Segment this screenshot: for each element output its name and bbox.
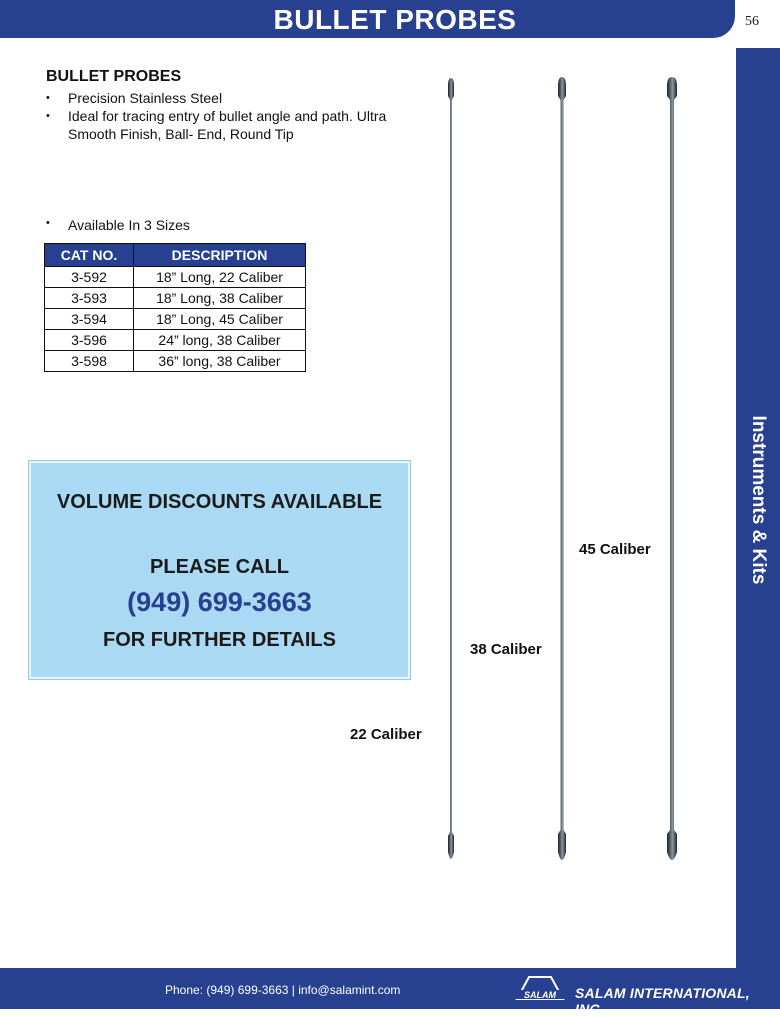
page-title: BULLET PROBES (273, 4, 517, 35)
salam-logo-icon (515, 975, 565, 1003)
promo-details-text: FOR FURTHER DETAILS (103, 629, 336, 651)
sizes-note: • Available In 3 Sizes (46, 217, 190, 233)
table-header-row (45, 244, 306, 267)
logo-text: SALAM (524, 990, 556, 1000)
column-header-description: DESCRIPTION (134, 244, 306, 267)
probe-22-caliber (448, 78, 454, 859)
feature-item: • Precision Stainless Steel (46, 89, 416, 107)
table-row (45, 330, 306, 351)
probe-45-caliber (667, 77, 677, 860)
footer-contact: Phone: (949) 699-3663 | info@salamint.com (165, 983, 401, 997)
bullet-probes-image (420, 70, 720, 870)
section-heading: BULLET PROBES (46, 68, 182, 85)
catalog-table (44, 243, 306, 372)
cat-no-cell: 3-593 (45, 288, 134, 309)
column-header-cat-no: CAT NO. (45, 244, 134, 267)
description-cell: 36” long, 38 Caliber (134, 351, 306, 372)
description-cell: 24” long, 38 Caliber (134, 330, 306, 351)
table-row (45, 309, 306, 330)
feature-list (46, 89, 416, 143)
caption-38-caliber: 38 Caliber (470, 641, 542, 658)
cat-no-cell: 3-594 (45, 309, 134, 330)
company-name: SALAM INTERNATIONAL, INC. (575, 985, 750, 1017)
description-cell: 18” Long, 38 Caliber (134, 288, 306, 309)
table-row (45, 351, 306, 372)
promo-headline: VOLUME DISCOUNTS AVAILABLE (56, 491, 383, 513)
cat-no-cell: 3-592 (45, 267, 134, 288)
table-row (45, 267, 306, 288)
page-number: 56 (745, 14, 759, 29)
caption-22-caliber: 22 Caliber (350, 726, 422, 743)
probe-38-caliber (558, 77, 566, 860)
promo-phone: (949) 699-3663 (127, 587, 312, 617)
feature-item: • Ideal for tracing entry of bullet angle and path. Ultra Smooth Finish, Ball- End, Round Tip (46, 107, 416, 143)
volume-discount-box (28, 460, 411, 680)
cat-no-cell: 3-598 (45, 351, 134, 372)
description-cell: 18” Long, 22 Caliber (134, 267, 306, 288)
description-cell: 18” Long, 45 Caliber (134, 309, 306, 330)
table-row (45, 288, 306, 309)
side-tab-label: Instruments & Kits (748, 415, 769, 585)
promo-call-text: PLEASE CALL (150, 556, 289, 578)
cat-no-cell: 3-596 (45, 330, 134, 351)
caption-45-caliber: 45 Caliber (579, 541, 651, 558)
side-tab-label-box (736, 395, 780, 605)
